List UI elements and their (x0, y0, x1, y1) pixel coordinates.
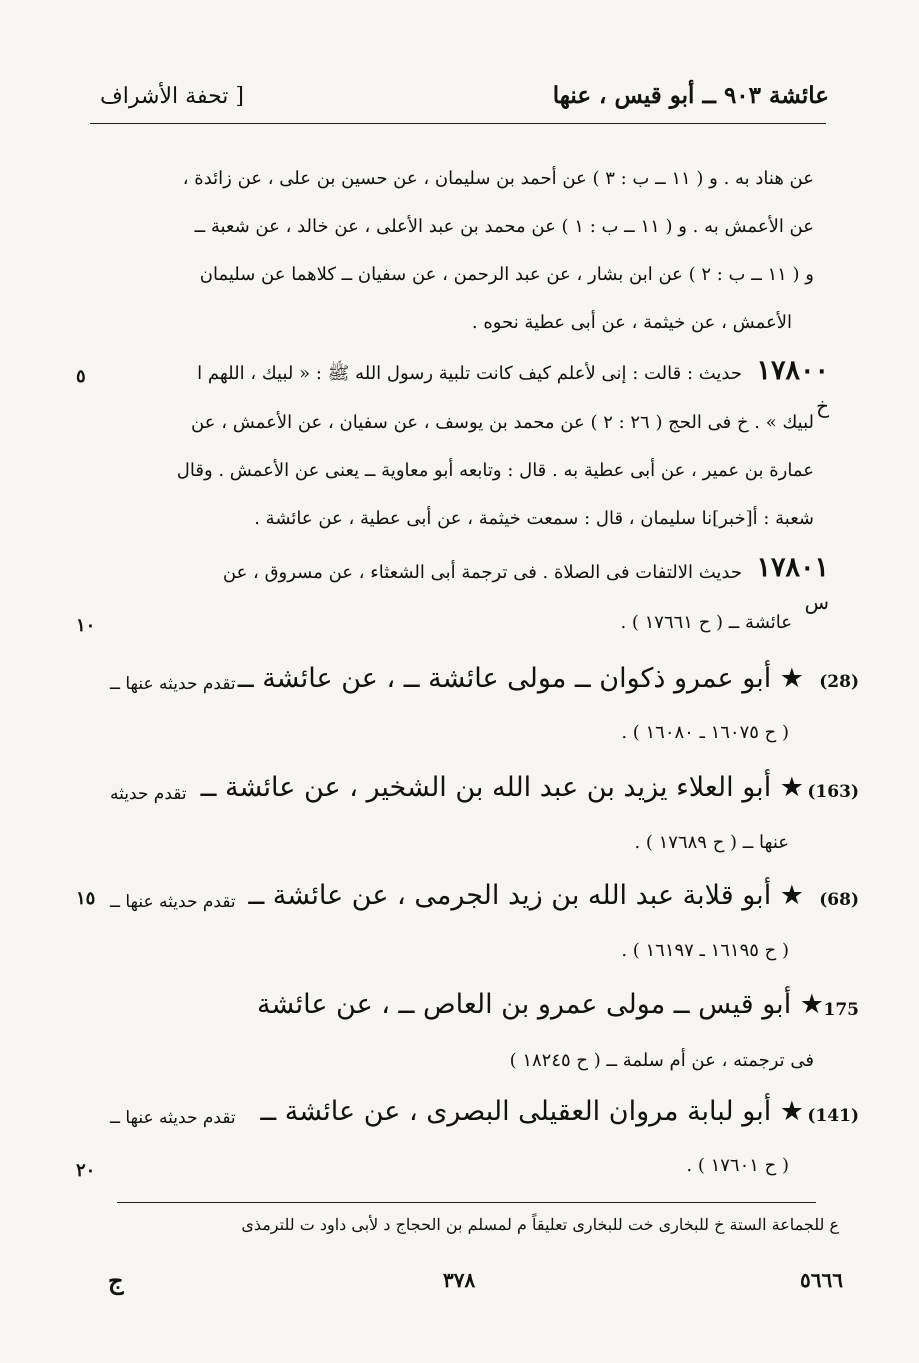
text-line-2: عن الأعمش به . و ( ١١ ــ ب : ١ ) عن محمد بن عبد الأعلى ، عن خالد ، عن شعبة ــ (194, 216, 814, 237)
entry-number: (28) (819, 672, 859, 692)
volume-letter: ج (108, 1266, 124, 1295)
hadith-17800-line-1: حديث : قالت : إنى لأعلم كيف كانت تلبية رسول الله ﷺ : « لبيك ، اللهم ا (197, 363, 742, 384)
entry-ref: فى ترجمته ، عن أم سلمة ــ ( ح ١٨٢٤٥ ) (509, 1050, 814, 1071)
hadith-code-17801: س (804, 590, 829, 614)
hadith-range-number: ٥٦٦٦ (800, 1268, 843, 1292)
hadith-17801-line-1: حديث الالتفات فى الصلاة . فى ترجمة أبى الشعثاء ، عن مسروق ، عن (222, 562, 742, 583)
header-rule (90, 123, 826, 124)
line-number-10: ١٠ (76, 615, 96, 636)
entry-tail: تقدم حديثه عنها ــ (110, 892, 236, 912)
entry-tail: تقدم حديثه عنها ــ (110, 674, 236, 694)
entry-number: (163) (807, 782, 859, 802)
hadith-number-17800: ١٧٨٠٠ (756, 355, 829, 386)
entry-title: ★ أبو قيس ــ مولى عمرو بن العاص ــ ، عن عائشة (257, 989, 824, 1020)
entry-tail: تقدم حديثه عنها ــ (110, 1108, 236, 1128)
entry-ref: ( ح ١٧٦٠١ ) . (686, 1155, 789, 1176)
entry-title: ★ أبو العلاء يزيد بن عبد الله بن الشخير ، عن عائشة ــ (200, 772, 804, 803)
text-line-4: الأعمش ، عن خيثمة ، عن أبى عطية نحوه . (471, 312, 792, 333)
entry-number: (141) (807, 1106, 859, 1126)
sigla-footnote: ع للجماعة الستة خ للبخارى خت للبخارى تعليقاً م لمسلم بن الحجاج د لأبى داود ت للترمذى (241, 1215, 839, 1234)
entry-number: 175 (823, 1000, 859, 1020)
hadith-17800-line-3: عمارة بن عمير ، عن أبى عطية به . قال : وتابعه أبو معاوية ــ يعنى عن الأعمش . وقال (176, 460, 814, 481)
hadith-code-17800: خ (816, 394, 829, 418)
text-line-1: عن هناد به . و ( ١١ ــ ب : ٣ ) عن أحمد بن سليمان ، عن حسين بن على ، عن زائدة ، (182, 168, 814, 189)
entry-title: ★ أبو عمرو ذكوان ــ مولى عائشة ــ ، عن عائشة ــ (237, 663, 804, 694)
hadith-17800-line-2: لبيك » . خ فى الحج ( ٢٦ : ٢ ) عن محمد بن يوسف ، عن سفيان ، عن الأعمش ، عن (191, 412, 814, 433)
entry-title: ★ أبو لبابة مروان العقيلى البصرى ، عن عائشة ــ (260, 1096, 804, 1127)
entry-ref: ( ح ١٦١٩٥ ـ ١٦١٩٧ ) . (621, 940, 789, 961)
entry-ref: عنها ــ ( ح ١٧٦٨٩ ) . (634, 832, 789, 853)
line-number-20: ٢٠ (76, 1160, 96, 1181)
running-head-left: [ تحفة الأشراف (100, 84, 244, 109)
footnote-rule (117, 1202, 816, 1203)
text-line-3: و ( ١١ ــ ب : ٢ ) عن ابن بشار ، عن عبد الرحمن ، عن سفيان ــ كلاهما عن سليمان (199, 264, 814, 285)
hadith-number-17801: ١٧٨٠١ (756, 552, 829, 583)
running-head-right: عائشة ٩٠٣ ــ أبو قيس ، عنها (552, 82, 829, 109)
entry-title: ★ أبو قلابة عبد الله بن زيد الجرمى ، عن عائشة ــ (248, 880, 804, 911)
entry-number: (68) (819, 890, 859, 910)
page-number: ٣٧٨ (443, 1268, 476, 1292)
entry-ref: ( ح ١٦٠٧٥ ـ ١٦٠٨٠ ) . (621, 722, 789, 743)
hadith-17801-line-2: عائشة ــ ( ح ١٧٦٦١ ) . (620, 612, 792, 633)
line-number-5: ٥ (76, 366, 86, 387)
entry-tail: تقدم حديثه (110, 784, 187, 804)
hadith-17800-line-4: شعبة : أ[خبر]نا سليمان ، قال : سمعت خيثمة ، عن أبى عطية ، عن عائشة . (254, 508, 814, 529)
line-number-15: ١٥ (76, 888, 96, 909)
